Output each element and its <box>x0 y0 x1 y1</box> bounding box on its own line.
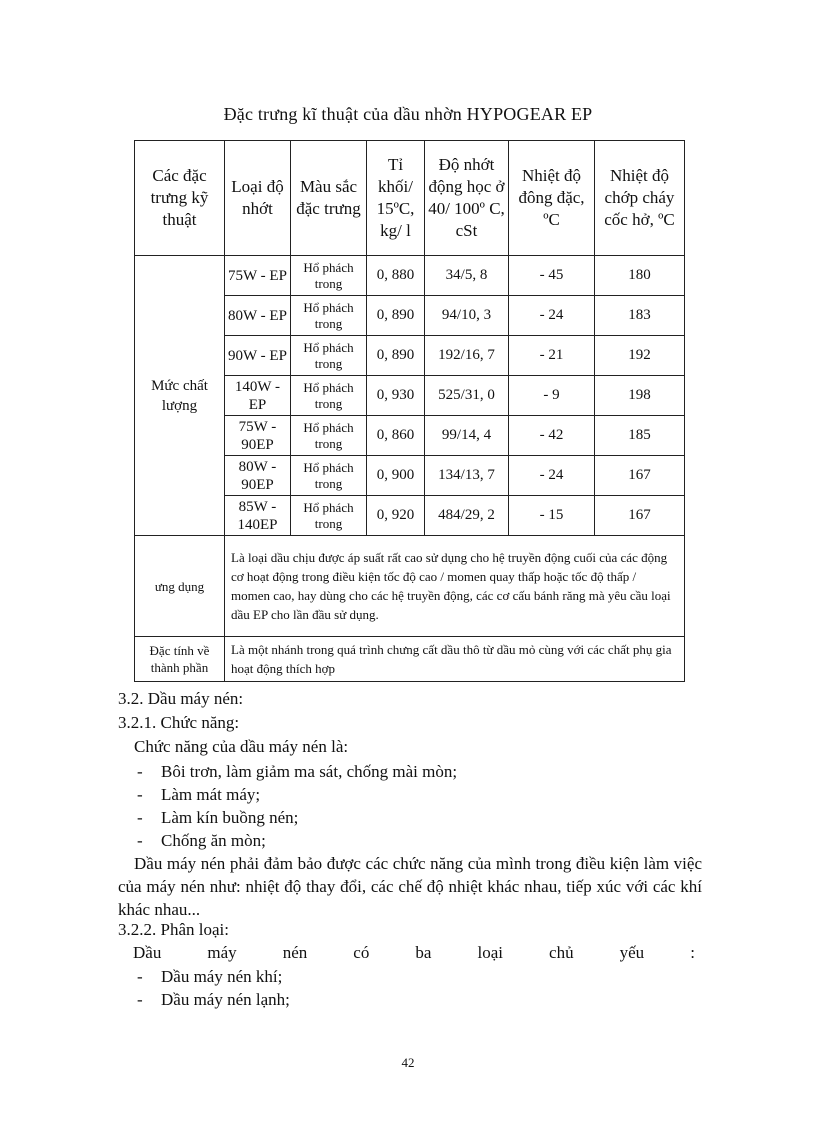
list-item-text: Làm mát máy; <box>161 785 261 804</box>
header-cell: Độ nhớt động học ở 40/ 100º C, cSt <box>425 141 509 256</box>
viscosity-type: 80W - 90EP <box>225 456 291 496</box>
word: máy <box>207 943 237 962</box>
kinematic-viscosity: 94/10, 3 <box>425 296 509 336</box>
list-item-text: Làm kín buồng nén; <box>161 808 299 827</box>
viscosity-type: 80W - EP <box>225 296 291 336</box>
flash-point: 192 <box>595 336 685 376</box>
flash-point: 167 <box>595 456 685 496</box>
pour-point: - 24 <box>509 456 595 496</box>
spec-table <box>134 140 685 682</box>
kinematic-viscosity: 99/14, 4 <box>425 416 509 456</box>
word: có <box>353 943 370 962</box>
header-cell: Màu sắc đặc trưng <box>291 141 367 256</box>
list-item: - Chống ăn mòn; <box>137 831 266 850</box>
color: Hổ phách trong <box>291 416 367 456</box>
header-cell: Tỉ khối/ 15ºC, kg/ l <box>367 141 425 256</box>
list-item: - Dầu máy nén khí; <box>137 967 283 986</box>
flash-point: 183 <box>595 296 685 336</box>
kinematic-viscosity: 134/13, 7 <box>425 456 509 496</box>
density: 0, 920 <box>367 496 425 536</box>
list-item-text: Chống ăn mòn; <box>161 831 266 850</box>
viscosity-type: 140W - EP <box>225 376 291 416</box>
pour-point: - 24 <box>509 296 595 336</box>
density: 0, 900 <box>367 456 425 496</box>
functions-intro: Chức năng của dầu máy nén là: <box>134 737 349 756</box>
color: Hổ phách trong <box>291 456 367 496</box>
list-item: - Bôi trơn, làm giảm ma sát, chống mài mòn; <box>137 762 458 781</box>
flash-point: 198 <box>595 376 685 416</box>
application-row <box>135 536 685 637</box>
quality-group-label: Mức chất lượng <box>135 256 225 536</box>
heading-3-2: 3.2. Dầu máy nén: <box>118 689 244 708</box>
color: Hổ phách trong <box>291 496 367 536</box>
pour-point: - 15 <box>509 496 595 536</box>
density: 0, 880 <box>367 256 425 296</box>
word: loại <box>477 943 503 962</box>
header-cell: Loại độ nhớt <box>225 141 291 256</box>
pour-point: - 9 <box>509 376 595 416</box>
viscosity-type: 75W - EP <box>225 256 291 296</box>
viscosity-type: 90W - EP <box>225 336 291 376</box>
pour-point: - 42 <box>509 416 595 456</box>
header-cell: Các đặc trưng kỹ thuật <box>135 141 225 256</box>
density: 0, 890 <box>367 296 425 336</box>
header-cell: Nhiệt độ chớp cháy cốc hở, ºC <box>595 141 685 256</box>
functions-paragraph: Dầu máy nén phải đảm bảo được các chức năng của mình trong điều kiện làm việc của máy nén như: nhiệt độ thay đổi, các chế độ nhiệt khác nhau, tiếp xúc với các khí khác nhau... <box>118 854 702 919</box>
pour-point: - 21 <box>509 336 595 376</box>
classification-sentence <box>133 943 695 963</box>
table-row <box>135 256 685 296</box>
word: : <box>690 943 695 962</box>
color: Hổ phách trong <box>291 256 367 296</box>
viscosity-type: 85W - 140EP <box>225 496 291 536</box>
color: Hổ phách trong <box>291 296 367 336</box>
heading-3-2-1: 3.2.1. Chức năng: <box>118 713 240 732</box>
density: 0, 860 <box>367 416 425 456</box>
flash-point: 167 <box>595 496 685 536</box>
table-header-row <box>135 141 685 256</box>
word: Dầu <box>133 943 162 962</box>
density: 0, 890 <box>367 336 425 376</box>
color: Hổ phách trong <box>291 336 367 376</box>
density: 0, 930 <box>367 376 425 416</box>
word: chủ <box>549 943 574 962</box>
application-text: Là loại dầu chịu được áp suất rất cao sử dụng cho hệ truyền động cuối của các động cơ hoạt động trong điều kiện tốc độ cao / momen quay thấp hoặc tốc độ thấp / momen cao, hay dùng cho các hệ truyền động, các cơ cấu bánh răng mà yêu cầu loại dầu EP cho lần đầu sử dụng. <box>225 536 685 637</box>
composition-label: Đặc tính về thành phần <box>135 637 225 682</box>
word: nén <box>282 943 308 962</box>
list-item: - Làm kín buồng nén; <box>137 808 299 827</box>
list-item: - Dầu máy nén lạnh; <box>137 990 290 1009</box>
list-item-text: Bôi trơn, làm giảm ma sát, chống mài mòn; <box>161 762 458 781</box>
application-label: ưng dụng <box>135 536 225 637</box>
flash-point: 185 <box>595 416 685 456</box>
flash-point: 180 <box>595 256 685 296</box>
list-item-text: Dầu máy nén khí; <box>161 967 283 986</box>
color: Hổ phách trong <box>291 376 367 416</box>
page-number: 42 <box>401 1055 415 1070</box>
heading-3-2-2: 3.2.2. Phân loại: <box>118 920 229 939</box>
list-item: - Làm mát máy; <box>137 785 261 804</box>
kinematic-viscosity: 525/31, 0 <box>425 376 509 416</box>
viscosity-type: 75W - 90EP <box>225 416 291 456</box>
word: yếu <box>619 943 645 962</box>
composition-row <box>135 637 685 682</box>
kinematic-viscosity: 192/16, 7 <box>425 336 509 376</box>
kinematic-viscosity: 34/5, 8 <box>425 256 509 296</box>
list-item-text: Dầu máy nén lạnh; <box>161 990 290 1009</box>
word: ba <box>415 943 432 962</box>
kinematic-viscosity: 484/29, 2 <box>425 496 509 536</box>
composition-text: Là một nhánh trong quá trình chưng cất dầu thô từ dầu mỏ cùng với các chất phụ gia hoạt động thích hợp <box>225 637 685 682</box>
table-title: Đặc trưng kĩ thuật của dầu nhờn HYPOGEAR EP <box>223 104 593 124</box>
header-cell: Nhiệt độ đông đặc, ºC <box>509 141 595 256</box>
pour-point: - 45 <box>509 256 595 296</box>
